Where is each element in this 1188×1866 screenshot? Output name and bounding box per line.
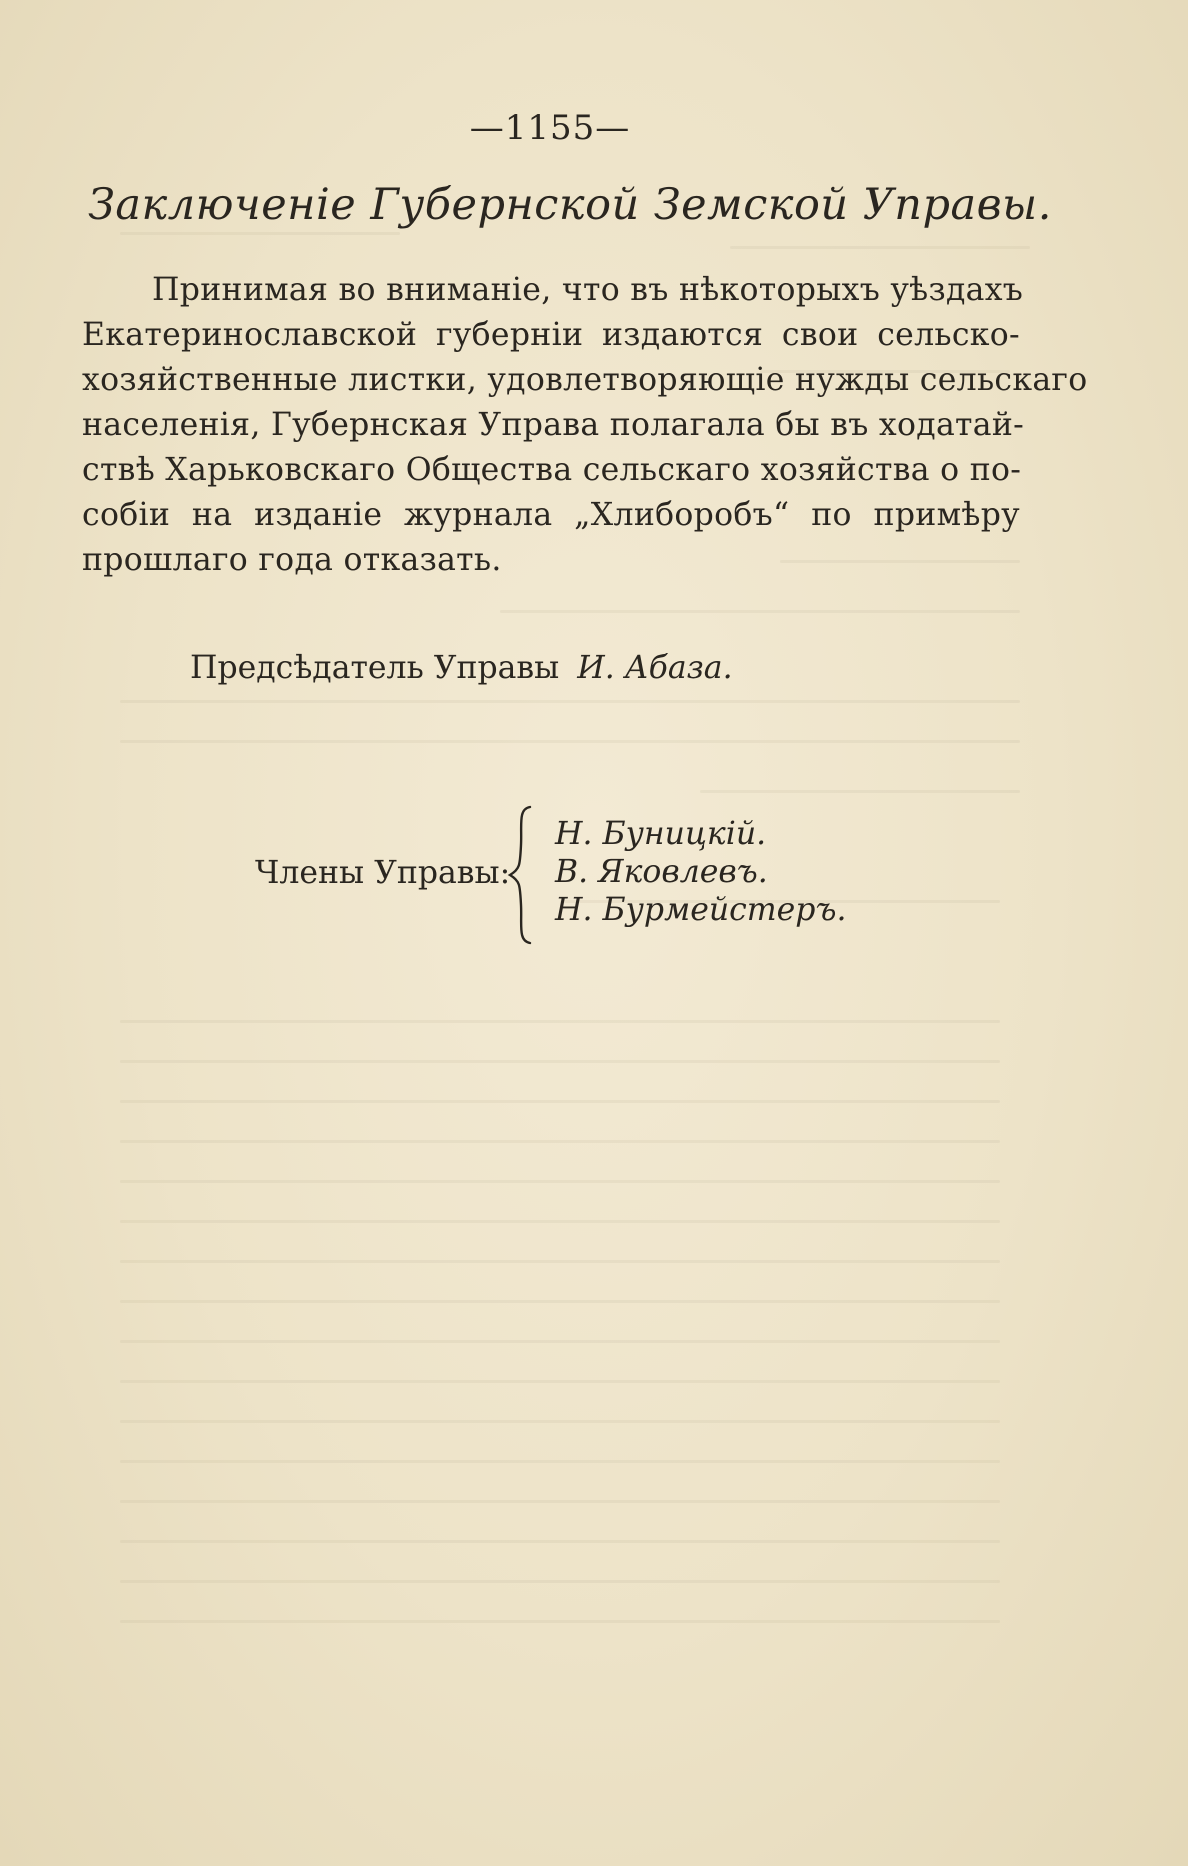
member-name: В. Яковлевъ. bbox=[555, 854, 768, 890]
chairman-title: Предсѣдатель Управы bbox=[190, 650, 560, 686]
chairman-signature bbox=[190, 650, 733, 686]
member-names bbox=[555, 815, 846, 929]
member-name: Н. Буницкій. bbox=[555, 816, 767, 852]
paragraph-line: прошлаго года отказать. bbox=[82, 542, 502, 578]
members-label: Члены Управы: bbox=[255, 855, 511, 891]
paragraph-line: хозяйственные листки, удовлетворяющіе нужды сельскаго bbox=[82, 362, 1088, 398]
page-number: —1155— bbox=[469, 108, 631, 148]
paragraph-line: населенія, Губернская Управа полагала бы въ ходатай- bbox=[82, 407, 1025, 443]
section-heading: Заключеніе Губернской Земской Управы. bbox=[88, 180, 1052, 230]
body-paragraph bbox=[82, 268, 1088, 583]
paragraph-line: Принимая во вниманіе, что въ нѣкоторыхъ уѣздахъ bbox=[152, 272, 1024, 308]
curly-brace-icon bbox=[504, 805, 534, 945]
paragraph-line: собіи на изданіе журнала „Хлиборобъ“ по примѣру bbox=[82, 497, 1020, 533]
members-block bbox=[0, 805, 1188, 955]
chairman-name: И. Абаза. bbox=[577, 650, 733, 686]
paragraph-line: ствѣ Харьковскаго Общества сельскаго хозяйства о по- bbox=[82, 452, 1022, 488]
paragraph-line: Екатеринославской губерніи издаются свои сельско- bbox=[82, 317, 1020, 353]
member-name: Н. Бурмейстеръ. bbox=[555, 892, 847, 928]
